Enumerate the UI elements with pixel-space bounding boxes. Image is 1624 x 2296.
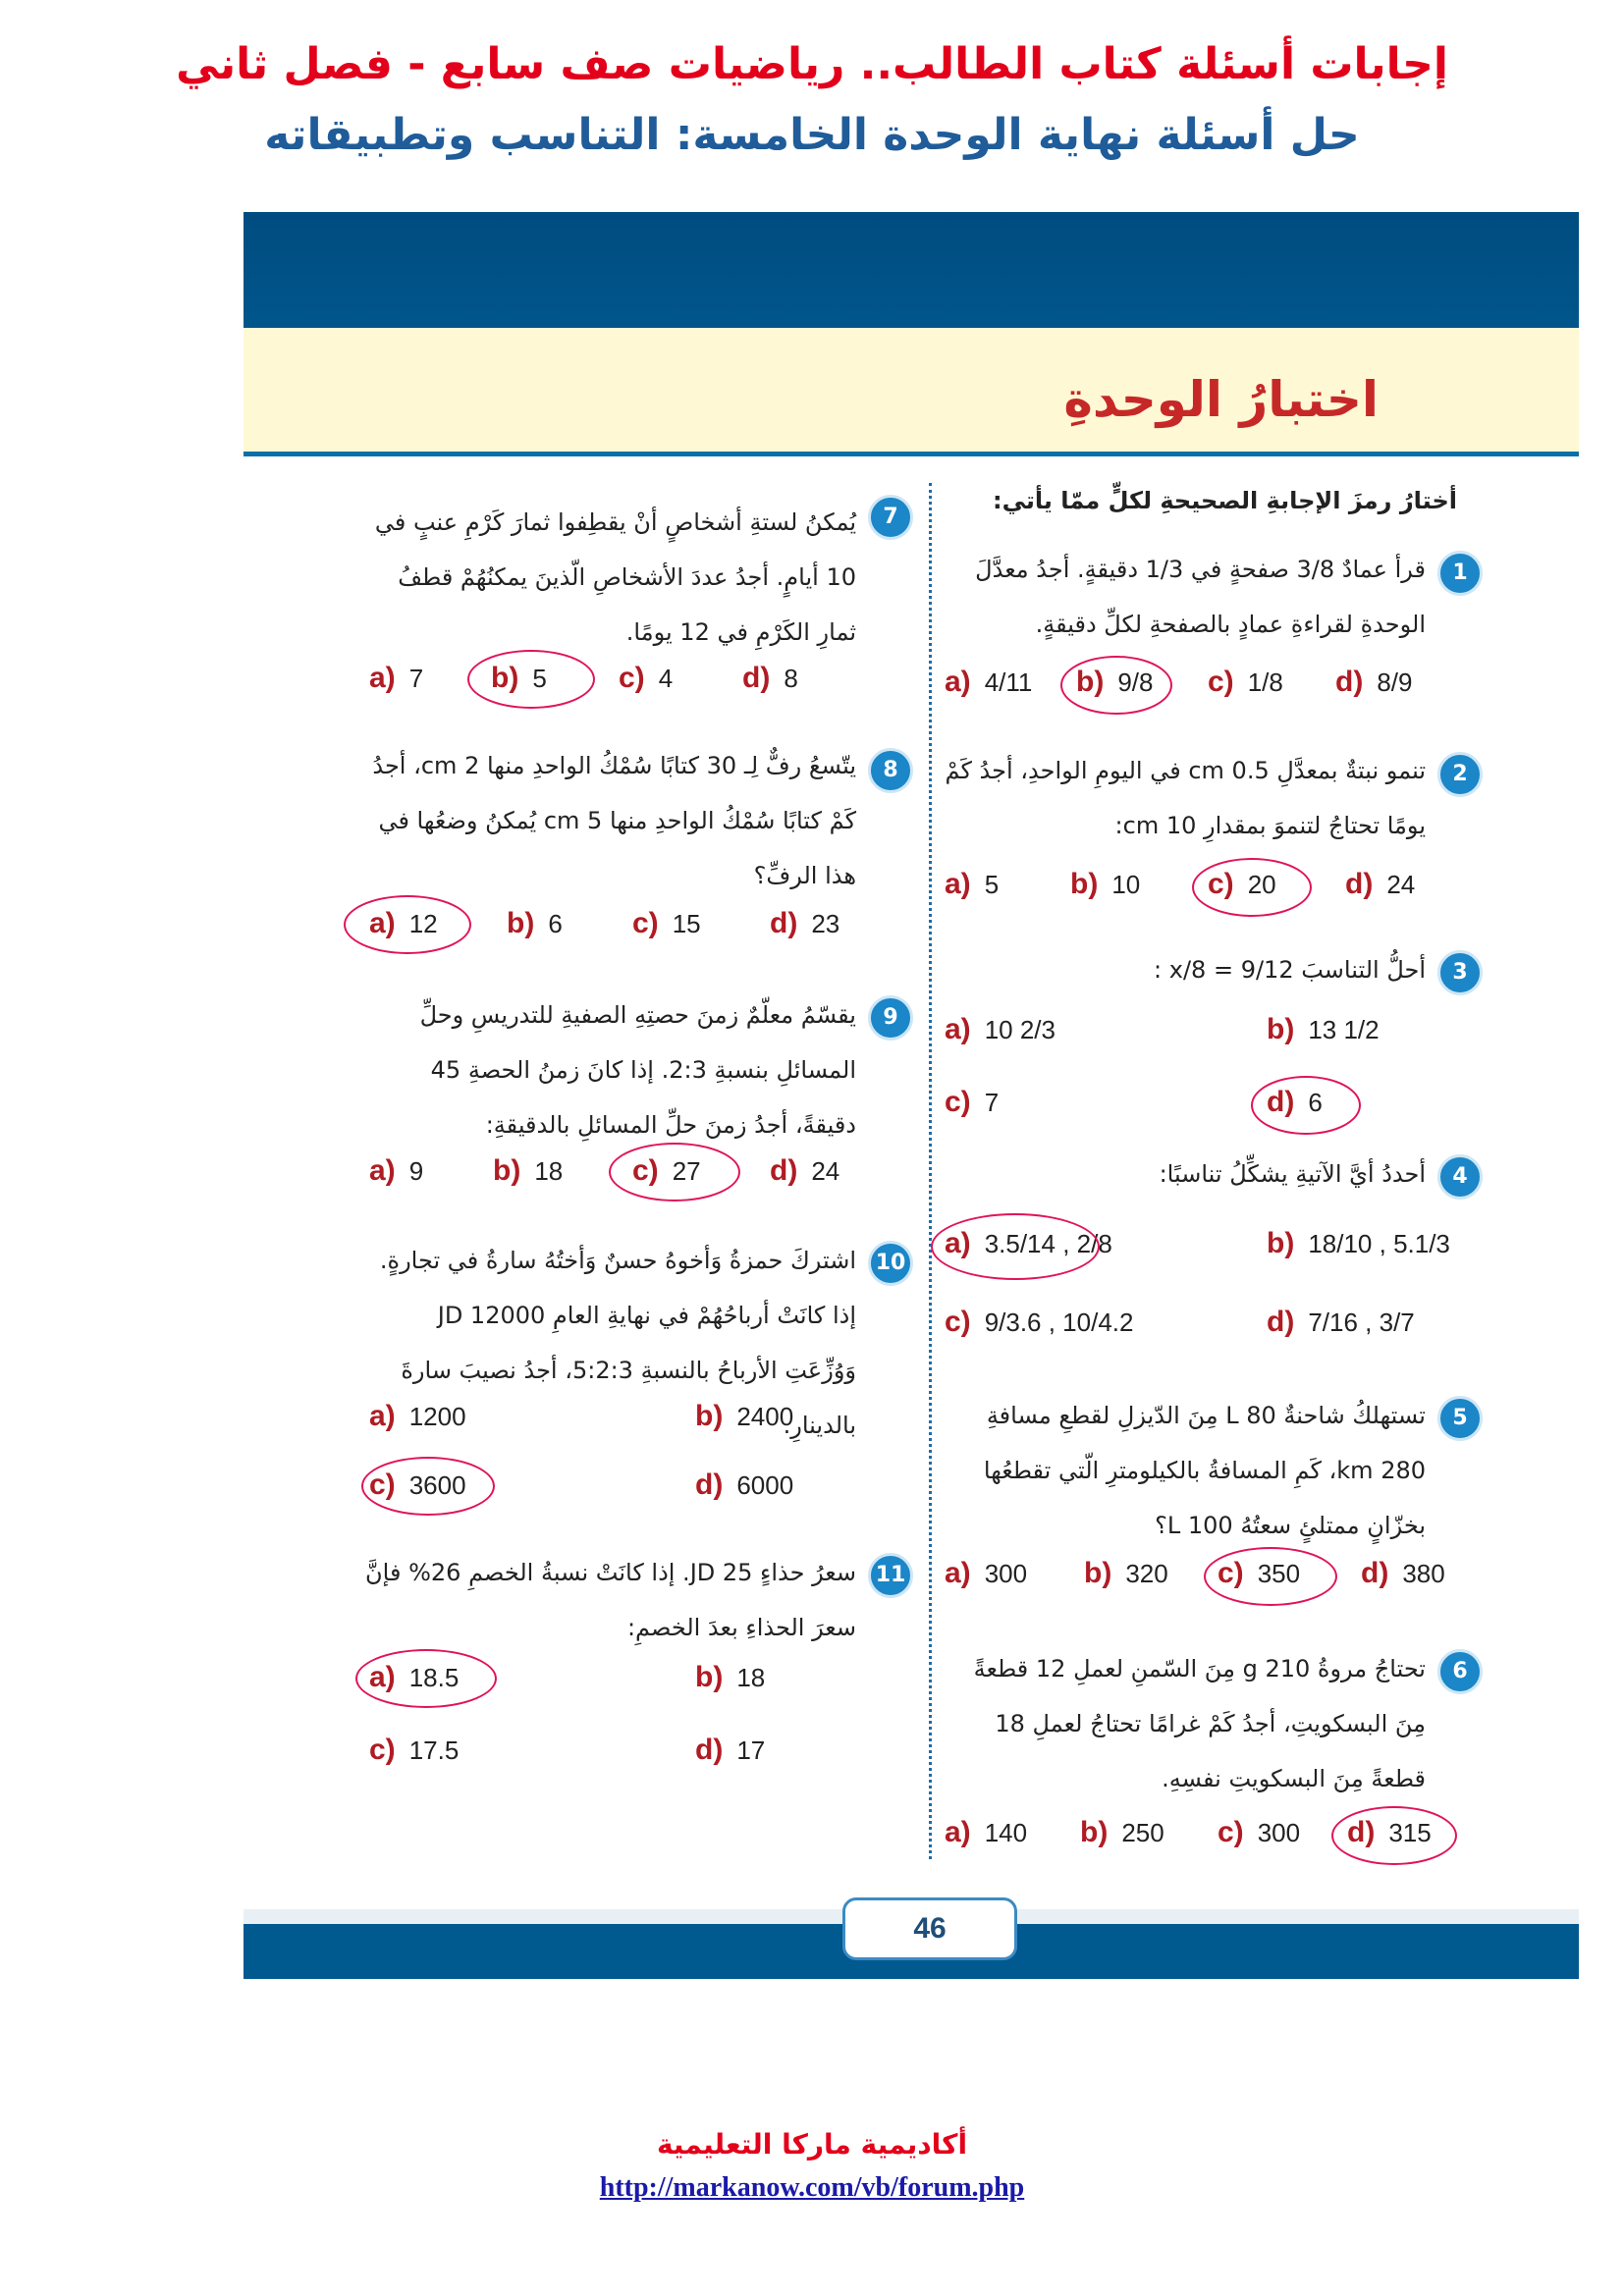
answer-circle (931, 1213, 1100, 1280)
question-number-badge: 6 (1437, 1649, 1483, 1694)
question-number-badge: 3 (1437, 950, 1483, 995)
question-11-text: سعرُ حذاءٍ JD 25. إذا كانَتْ نسبةُ الخصمِ 26% فإنَّ سعرَ الحذاءِ بعدَ الخصمِ: (365, 1559, 856, 1641)
q5-option-c[interactable]: c) 350 (1218, 1557, 1301, 1589)
question-7-text: يُمكنُ لستةِ أشخاصٍ أنْ يقطِفوا ثمارَ كَرْمِ عنبٍ في 10 أيامٍ. أجدُ عددَ الأشخاصِ الّذينَ يمكنُهُمْ قطفُ ثمارِ الكَرْمِ في 12 يومًا. (374, 508, 856, 646)
q9-option-a[interactable]: a) 9 (369, 1154, 424, 1187)
q7-option-a[interactable]: a) 7 (369, 662, 424, 694)
q10-option-c[interactable]: c) 3600 (369, 1468, 466, 1501)
q3-option-a[interactable]: a) 10 2/3 (945, 1013, 1056, 1045)
question-number-badge: 7 (868, 495, 913, 540)
question-9-text: يقسّمُ معلّمٌ زمنَ حصتِهِ الصفيةِ للتدريسِ وحلِّ المسائلِ بنسبةِ 2:3. إذا كانَ زمنُ الحصةِ 45 دقيقةً، أجدُ زمنَ حلِّ المسائلِ بالدقيقةِ: (419, 1001, 856, 1139)
question-10-text: اشتركَ حمزةُ وَأخوهُ حسنٌ وَأختُهُ سارةُ في تجارةٍ. إذا كانَتْ أرباحُهُمْ في نهايةِ العامِ JD 12000 وَوُزِّعَتِ الأرباحُ بالنسبةِ 5:2:3، أجدُ نصيبَ سارةَ بالدينارِ. (379, 1247, 856, 1439)
q11-option-a[interactable]: a) 18.5 (369, 1661, 460, 1693)
title-band (244, 328, 1579, 452)
answer-circle (1192, 858, 1312, 917)
q9-option-c[interactable]: c) 27 (632, 1154, 701, 1187)
question-4-text: أحددُ أيَّ الآتيةِ يشكِّلُ تناسبًا: (1159, 1160, 1426, 1188)
q11-option-b[interactable]: b) 18 (695, 1661, 766, 1693)
question-number-badge: 5 (1437, 1396, 1483, 1441)
q2-option-a[interactable]: a) 5 (945, 868, 1000, 900)
question-1-text: قرأ عمادٌ 3/8 صفحةٍ في 1/3 دقيقةٍ. أجدُ معدَّلَ الوحدةِ لقراءةِ عمادٍ بالصفحةِ لكلِّ دقيقةٍ. (975, 556, 1426, 638)
q7-option-c[interactable]: c) 4 (619, 662, 674, 694)
question-number-badge: 2 (1437, 752, 1483, 797)
answer-circle (1331, 1806, 1457, 1865)
question-number-badge: 9 (868, 995, 913, 1041)
instruction-text: أختارُ رمزَ الإجابةِ الصحيحةِ لكلٍّ ممّا يأتي: (993, 487, 1457, 514)
q8-option-d[interactable]: d) 23 (770, 907, 840, 939)
q9-option-b[interactable]: b) 18 (493, 1154, 564, 1187)
q3-option-d[interactable]: d) 6 (1267, 1086, 1323, 1118)
q5-option-b[interactable]: b) 320 (1084, 1557, 1168, 1589)
answer-circle (467, 650, 595, 709)
q10-option-b[interactable]: b) 2400 (695, 1400, 794, 1432)
q3-option-b[interactable]: b) 13 1/2 (1267, 1013, 1380, 1045)
question-6-text: تحتاجُ مروةُ 210 g مِنَ السّمنِ لعملِ 12 قطعةً مِنَ البسكويتِ، أجدُ كَمْ غرامًا تحتاجُ لعملِ 18 قطعةً مِنَ البسكويتِ نفسِهِ. (973, 1655, 1426, 1792)
q7-option-d[interactable]: d) 8 (742, 662, 798, 694)
q8-option-a[interactable]: a) 12 (369, 907, 438, 939)
column-divider (929, 483, 932, 1859)
q1-option-a[interactable]: a) 4/11 (945, 666, 1033, 698)
question-number-badge: 11 (868, 1553, 913, 1598)
answer-circle (1060, 656, 1172, 715)
question-number-badge: 10 (868, 1241, 913, 1286)
title-band-edge (244, 452, 1579, 456)
answer-circle (355, 1649, 497, 1708)
q3-option-c[interactable]: c) 7 (945, 1086, 1000, 1118)
q5-option-d[interactable]: d) 380 (1361, 1557, 1445, 1589)
footer-link[interactable]: http://markanow.com/vb/forum.php (599, 2172, 1025, 2203)
question-number-badge: 4 (1437, 1154, 1483, 1200)
q1-option-d[interactable]: d) 8/9 (1335, 666, 1413, 698)
q6-option-a[interactable]: a) 140 (945, 1816, 1028, 1848)
q6-option-d[interactable]: d) 315 (1347, 1816, 1432, 1848)
q4-option-d[interactable]: d) 7/16 , 3/7 (1267, 1306, 1415, 1338)
unit-test-title: اختبارُ الوحدةِ (1063, 371, 1379, 428)
q11-option-c[interactable]: c) 17.5 (369, 1734, 460, 1766)
q2-option-b[interactable]: b) 10 (1070, 868, 1141, 900)
answer-circle (344, 895, 471, 954)
q1-option-c[interactable]: c) 1/8 (1208, 666, 1283, 698)
q2-option-d[interactable]: d) 24 (1345, 868, 1416, 900)
q1-option-b[interactable]: b) 9/8 (1076, 666, 1154, 698)
q6-option-c[interactable]: c) 300 (1218, 1816, 1301, 1848)
footer-academy: أكاديمية ماركا التعليمية (656, 2128, 968, 2161)
answer-circle (609, 1143, 740, 1201)
q10-option-d[interactable]: d) 6000 (695, 1468, 794, 1501)
question-8-text: يتّسعُ رفٌّ لِـ 30 كتابًا سُمْكُ الواحدِ منها 2 cm، أجدُ كَمْ كتابًا سُمْكُ الواحدِ منها 5 cm يُمكنُ وضعُها في هذا الرفِّ؟ (372, 752, 856, 889)
page-header-subtitle: حل أسئلة نهاية الوحدة الخامسة: التناسب وتطبيقاته (264, 110, 1360, 160)
answer-circle (361, 1457, 495, 1516)
q8-option-c[interactable]: c) 15 (632, 907, 701, 939)
q7-option-b[interactable]: b) 5 (491, 662, 547, 694)
q5-option-a[interactable]: a) 300 (945, 1557, 1028, 1589)
q4-option-a[interactable]: a) 3.5/14 , 2/8 (945, 1227, 1112, 1259)
page-number: 46 (842, 1897, 1017, 1960)
q4-option-c[interactable]: c) 9/3.6 , 10/4.2 (945, 1306, 1134, 1338)
q6-option-b[interactable]: b) 250 (1080, 1816, 1164, 1848)
question-3-text: أحلُّ التناسبَ 9/12 = x/8 : (1154, 956, 1426, 984)
q10-option-a[interactable]: a) 1200 (369, 1400, 466, 1432)
q8-option-b[interactable]: b) 6 (507, 907, 563, 939)
q2-option-c[interactable]: c) 20 (1208, 868, 1276, 900)
page-header-title: إجابات أسئلة كتاب الطالب.. رياضيات صف سابع - فصل ثاني (176, 39, 1448, 89)
answer-circle (1204, 1547, 1337, 1606)
question-number-badge: 8 (868, 748, 913, 793)
question-number-badge: 1 (1437, 551, 1483, 596)
answer-circle (1251, 1076, 1361, 1135)
q9-option-d[interactable]: d) 24 (770, 1154, 840, 1187)
question-5-text: تستهلكُ شاحنةٌ 80 L مِنَ الدّيزلِ لقطعِ مسافةِ 280 km، كَمِ المسافةُ بالكيلومترِ الّتي تقطعُها بخزّانٍ ممتلئٍ سعتُهُ 100 L؟ (983, 1402, 1426, 1539)
q11-option-d[interactable]: d) 17 (695, 1734, 766, 1766)
question-2-text: تنمو نبتةٌ بمعدَّلِ 0.5 cm في اليومِ الواحدِ، أجدُ كَمْ يومًا تحتاجُ لتنموَ بمقدارِ 10 cm: (945, 757, 1426, 839)
q4-option-b[interactable]: b) 18/10 , 5.1/3 (1267, 1227, 1450, 1259)
